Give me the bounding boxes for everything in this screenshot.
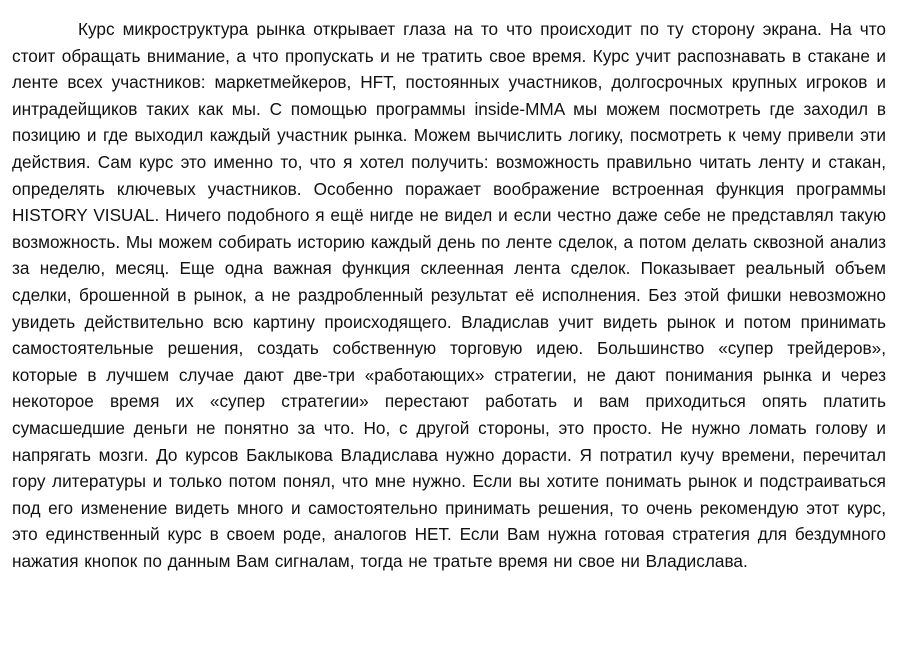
document-body: [12, 16, 886, 574]
review-paragraph: Курс микроструктура рынка открывает глаза на то что происходит по ту сторону экрана. На что стоит обращать внимание, а что пропускать и не тратить свое время. Курс учит распознавать в стакане и ленте всех участников: маркетмейкеров, HFT, постоянных участников, долгосрочных крупных игроков и интрадейщиков таких как мы. С помощью программы inside-MMA мы можем посмотреть где заходил в позицию и где выходил каждый участник рынка. Можем вычислить логику, посмотреть к чему привели эти действия. Сам курс это именно то, что я хотел получить: возможность правильно читать ленту и стакан, определять ключевых участников. Особенно поражает воображение встроенная функция программы HISTORY VISUAL. Ничего подобного я ещё нигде не видел и если честно даже себе не представлял такую возможность. Мы можем собирать историю каждый день по ленте сделок, а потом делать сквозной анализ за неделю, месяц. Еще одна важная функция склеенная лента сделок. Показывает реальный объем сделки, брошенной в рынок, а не раздробленный результат её исполнения. Без этой фишки невозможно увидеть действительно всю картину происходящего. Владислав учит видеть рынок и потом принимать самостоятельные решения, создать собственную торговую идею. Большинство «супер трейдеров», которые в лучшем случае дают две-три «работающих» стратегии, не дают понимания рынка и через некоторое время их «супер стратегии» перестают работать и вам приходиться опять платить сумасшедшие деньги не понятно за что. Но, с другой стороны, это просто. Не нужно ломать голову и напрягать мозги. До курсов Баклыкова Владислава нужно дорасти. Я потратил кучу времени, перечитал гору литературы и только потом понял, что мне нужно. Если вы хотите понимать рынок и подстраиваться под его изменение видеть много и самостоятельно принимать решения, то очень рекомендую этот курс, это единственный курс в своем роде, аналогов НЕТ. Если Вам нужна готовая стратегия для бездумного нажатия кнопок по данным Вам сигналам, тогда не тратьте время ни свое ни Владислава.: [12, 19, 886, 571]
